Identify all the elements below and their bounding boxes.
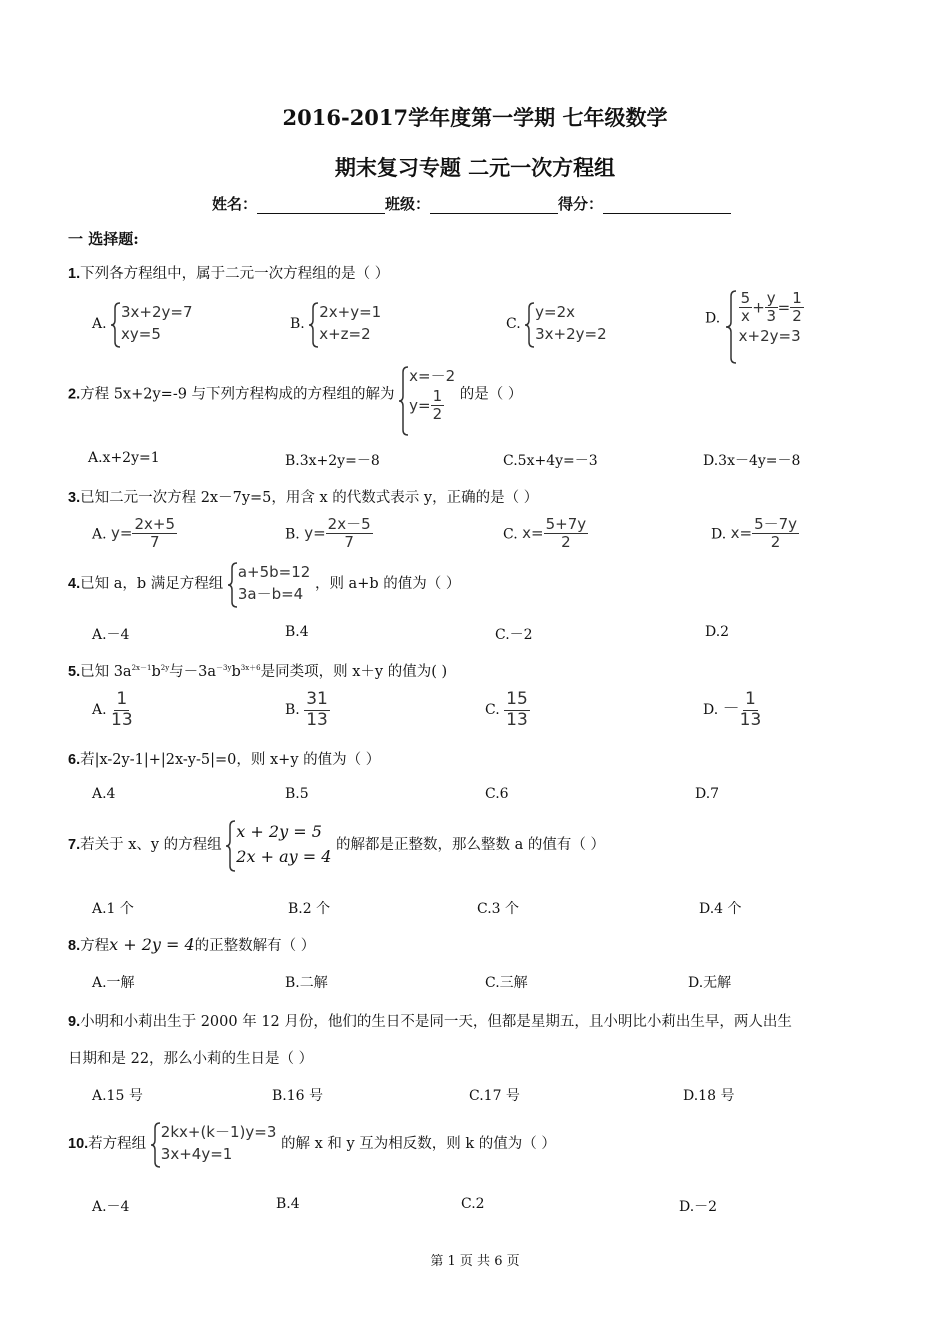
- question-text: 方程 5x+2y=-9 与下列方程构成的方程组的解为: [80, 386, 395, 403]
- equation-system: [525, 302, 607, 346]
- question-text: 已知 a，b 满足方程组: [80, 575, 224, 592]
- equation-line: xy=5: [121, 324, 161, 343]
- solution-system: [399, 366, 455, 423]
- question-8: 8.方程x + 2y = 4的正整数解有（ ）: [68, 935, 316, 954]
- q5-option-b[interactable]: B. $\frac{31}{13}$: [285, 689, 328, 730]
- question-number: 5.: [68, 664, 81, 680]
- equation-line: 2x + ay = 4: [236, 846, 332, 866]
- question-number: 6.: [68, 752, 81, 768]
- question-text: 下列各方程组中，属于二元一次方程组的是（ ）: [80, 266, 390, 282]
- question-10: 10.若方程组 2kx+(k－1)y=3 3x+4y=1 的解 x 和 y 互为相反数，则 k 的值为（ ）: [68, 1122, 556, 1166]
- question-number: 8.: [68, 938, 81, 954]
- section-heading: 一 选择题:: [68, 230, 139, 248]
- question-text: ，则 a+b 的值为（ ）: [314, 575, 461, 592]
- question-3: [68, 486, 538, 507]
- question-number: 3.: [68, 490, 81, 506]
- q1-option-c[interactable]: [506, 302, 607, 346]
- question-9: [68, 1010, 792, 1031]
- q3-option-c[interactable]: C. x= $\frac{5+7y}{2}$: [503, 515, 587, 552]
- option-letter: C.: [506, 315, 521, 332]
- question-text: 的是（ ）: [459, 386, 523, 403]
- equation-line: 2kx+(k－1)y=3: [160, 1123, 277, 1141]
- q7-option-a[interactable]: A.1 个: [92, 901, 134, 917]
- equation-line: x+2y=3: [738, 326, 801, 345]
- question-5: 5.已知 $3a^{2x-1}b^{2y}$与$-3a^{-3y}b^{3x+6}$是同类项，则 x＋y 的值为( ): [68, 664, 448, 680]
- question-6: [68, 748, 380, 769]
- equation-system: [309, 302, 381, 346]
- q2-option-c[interactable]: C.5x+4y=－3: [503, 453, 598, 469]
- q5-option-c[interactable]: C. $\frac{15}{13}$: [485, 689, 528, 730]
- q6-option-a[interactable]: A.4: [92, 786, 116, 802]
- name-blank[interactable]: [257, 199, 385, 214]
- question-text: 小明和小莉出生于 2000 年 12 月份，他们的生日不是同一天，但都是星期五，且小明比小莉出生早，两人出生: [80, 1014, 792, 1030]
- q1-option-a[interactable]: [92, 302, 193, 346]
- q4-option-a[interactable]: A.－4: [92, 627, 130, 643]
- equation-line: 3x+2y=7: [121, 303, 193, 321]
- option-letter: B.: [290, 315, 305, 332]
- page-title: 2016-2017学年度第一学期 七年级数学: [282, 105, 668, 130]
- q1-option-d[interactable]: [705, 290, 804, 347]
- question-number: 7.: [68, 836, 81, 853]
- question-1: [68, 262, 389, 283]
- q3-option-d[interactable]: D. x= $\frac{5-7y}{2}$: [711, 515, 798, 552]
- q6-option-c[interactable]: C.6: [485, 786, 509, 802]
- q9-option-b[interactable]: B.16 号: [272, 1088, 324, 1104]
- q4-option-d[interactable]: D.2: [705, 624, 730, 640]
- equation-system: [725, 290, 804, 347]
- question-number: 10.: [68, 1135, 89, 1152]
- q10-option-a[interactable]: A.－4: [92, 1199, 130, 1215]
- equation-line: y= $\frac{1}{2}$: [409, 386, 443, 423]
- equation-system: [111, 302, 193, 346]
- question-4: [68, 562, 460, 606]
- page-footer: 第 1 页 共 6 页: [430, 1254, 520, 1269]
- equation-line: 3x+4y=1: [160, 1144, 233, 1163]
- class-label: 班级：: [385, 195, 431, 213]
- equation-line: x + 2y = 5: [236, 822, 322, 841]
- page-subtitle: 期末复习专题 二元一次方程组: [334, 155, 616, 180]
- question-text: 已知二元一次方程 2x－7y=5，用含 x 的代数式表示 y，正确的是（ ）: [80, 490, 539, 506]
- name-label: 姓名：: [212, 195, 258, 213]
- q8-option-a[interactable]: A.一解: [92, 975, 135, 991]
- q3-option-b[interactable]: B. y= $\frac{2x-5}{7}$: [285, 515, 371, 552]
- student-info-line: [212, 193, 731, 214]
- q7-option-d[interactable]: D.4 个: [699, 901, 742, 917]
- q2-option-d[interactable]: D.3x－4y=－8: [703, 453, 801, 469]
- equation-system: [228, 562, 310, 606]
- option-letter: D.: [705, 310, 721, 327]
- question-number: 4.: [68, 575, 81, 592]
- equation-line: 3a－b=4: [237, 584, 304, 603]
- equation-system: [226, 820, 331, 870]
- option-letter: A.: [92, 315, 107, 332]
- q9-option-c[interactable]: C.17 号: [469, 1088, 520, 1104]
- q7-option-c[interactable]: C.3 个: [477, 901, 520, 917]
- q2-option-b[interactable]: B.3x+2y=－8: [285, 453, 380, 469]
- q8-option-b[interactable]: B.二解: [285, 975, 328, 991]
- equation-line: x+z=2: [319, 324, 371, 343]
- question-number: 9.: [68, 1014, 81, 1030]
- equation-line: y=2x: [535, 303, 575, 321]
- q6-option-d[interactable]: D.7: [695, 786, 720, 802]
- q1-option-b[interactable]: [290, 302, 381, 346]
- equation-line: 3x+2y=2: [535, 324, 607, 343]
- q3-option-a[interactable]: A. y= $\frac{2x+5}{7}$: [92, 515, 176, 552]
- equation-line: $\frac{5}{x}$ + $\frac{y}{3}$ = $\frac{1}{2}$: [740, 289, 802, 326]
- q8-option-d[interactable]: D.无解: [688, 975, 732, 991]
- q2-option-a[interactable]: A.x+2y=1: [88, 450, 160, 466]
- equation-line: a+5b=12: [237, 563, 311, 581]
- score-blank[interactable]: [603, 199, 731, 214]
- q9-option-d[interactable]: D.18 号: [683, 1088, 735, 1104]
- question-number: 1.: [68, 266, 81, 282]
- question-text: 若|x-2y-1|+|2x-y-5|=0，则 x+y 的值为（ ）: [80, 752, 381, 768]
- q9-option-a[interactable]: A.15 号: [92, 1088, 143, 1104]
- question-7: 7.若关于 x、y 的方程组 x + 2y = 5 2x + ay = 4 的解都是正整数，那么整数 a 的值有（ ）: [68, 820, 605, 870]
- score-label: 得分：: [558, 195, 604, 213]
- q10-option-c[interactable]: C.2: [461, 1196, 485, 1212]
- equation-system: [151, 1122, 277, 1166]
- class-blank[interactable]: [430, 199, 558, 214]
- q4-option-b[interactable]: B.4: [285, 624, 309, 640]
- equation-line: x=－2: [409, 367, 456, 385]
- q8-option-c[interactable]: C.三解: [485, 975, 528, 991]
- equation-line: 2x+y=1: [319, 303, 382, 321]
- q10-option-d[interactable]: D.－2: [679, 1199, 718, 1215]
- question-number: 2.: [68, 386, 81, 403]
- q6-option-b[interactable]: B.5: [285, 786, 309, 802]
- q7-option-b[interactable]: B.2 个: [288, 901, 331, 917]
- question-text: 日期和是 22，那么小莉的生日是（ ）: [68, 1051, 314, 1067]
- q5-option-d[interactable]: D. － $\frac{1}{13}$: [703, 689, 762, 730]
- q5-option-a[interactable]: A. $\frac{1}{13}$: [92, 689, 133, 730]
- question-2: [68, 366, 522, 423]
- q4-option-c[interactable]: C.－2: [495, 627, 533, 643]
- q10-option-b[interactable]: B.4: [276, 1196, 300, 1212]
